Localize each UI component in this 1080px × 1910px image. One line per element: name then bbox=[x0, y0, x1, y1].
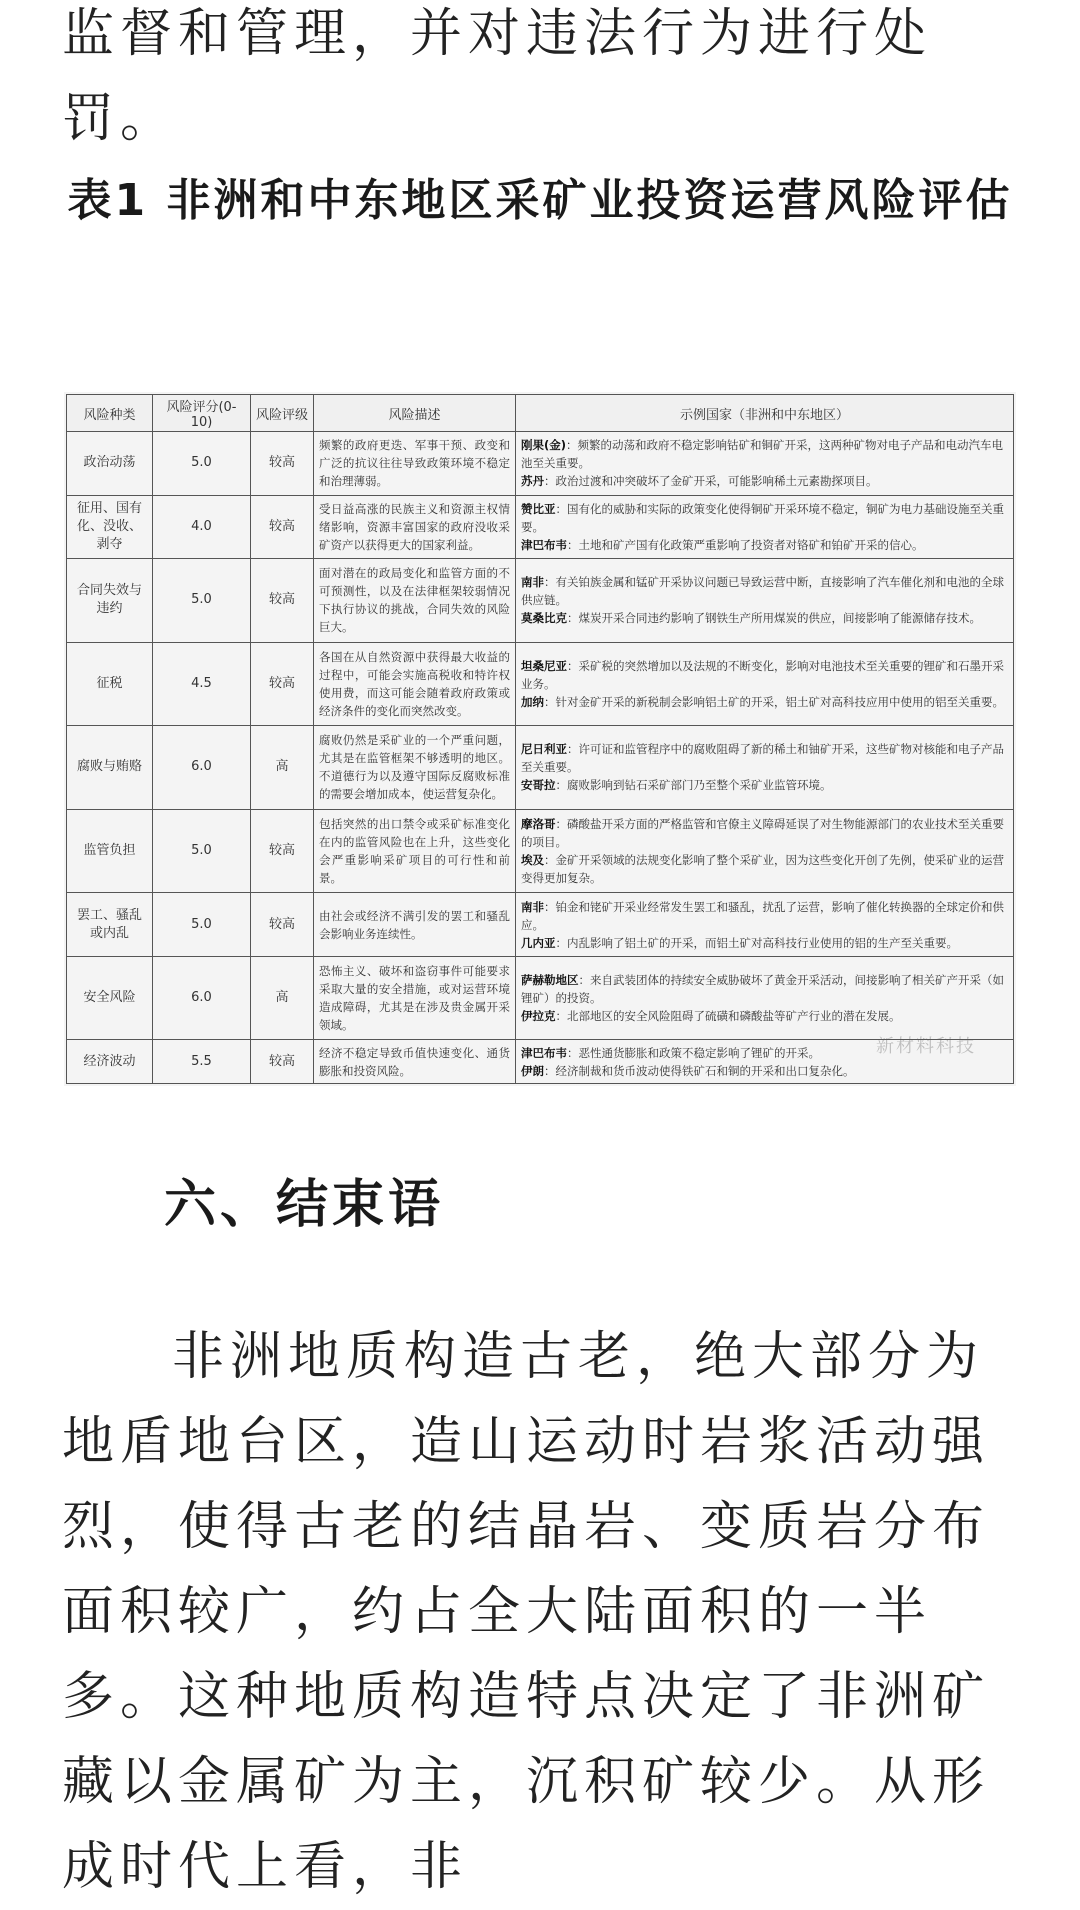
example-entry bbox=[521, 693, 1008, 711]
risk-description-cell: 面对潜在的政局变化和监管方面的不可预测性，以及在法律框架较弱情况下执行协议的挑战，合同失效的风险巨大。 bbox=[314, 559, 516, 643]
example-country-name: 尼日利亚 bbox=[521, 742, 567, 757]
example-entry bbox=[521, 740, 1008, 776]
example-countries-cell bbox=[516, 956, 1014, 1040]
example-country-name: 赞比亚 bbox=[521, 501, 556, 516]
example-entry bbox=[521, 898, 1008, 934]
example-text: ：有关铂族金属和锰矿开采协议问题已导致运营中断，直接影响了汽车催化剂和电池的全球供应链。 bbox=[521, 575, 1004, 608]
risk-rating-cell: 较高 bbox=[251, 642, 314, 726]
example-entry bbox=[521, 851, 1008, 887]
example-entry bbox=[521, 436, 1008, 472]
table-body bbox=[67, 432, 1014, 1084]
example-text: ：政治过渡和冲突破坏了金矿开采，可能影响稀土元素勘探项目。 bbox=[544, 474, 878, 489]
risk-description-cell: 腐败仍然是采矿业的一个严重问题，尤其是在监管框架不够透明的地区。不道德行为以及遵守国际反腐败标准的需要会增加成本，使运营复杂化。 bbox=[314, 726, 516, 810]
example-text: ：针对金矿开采的新税制会影响铝土矿的开采，铝土矿对高科技应用中使用的铝至关重要。 bbox=[544, 694, 1004, 709]
example-text: ：频繁的动荡和政府不稳定影响钴矿和铜矿开采，这两种矿物对电子产品和电动汽车电池至关重要。 bbox=[521, 438, 1004, 471]
example-countries-cell bbox=[516, 893, 1014, 957]
example-countries-cell bbox=[516, 495, 1014, 559]
example-country-name: 萨赫勒地区 bbox=[521, 973, 579, 988]
example-entry bbox=[521, 657, 1008, 693]
risk-rating-cell: 较高 bbox=[251, 893, 314, 957]
risk-rating-cell: 较高 bbox=[251, 809, 314, 893]
risk-type-cell: 安全风险 bbox=[67, 956, 153, 1040]
example-entry bbox=[521, 1044, 1008, 1062]
watermark: 新材料科技 bbox=[876, 1036, 976, 1057]
example-entry bbox=[521, 500, 1008, 536]
example-text: ：经济制裁和货币波动使得铁矿石和铜的开采和出口复杂化。 bbox=[544, 1063, 855, 1078]
risk-type-cell: 罢工、骚乱或内乱 bbox=[67, 893, 153, 957]
table-row bbox=[67, 495, 1014, 559]
header-risk-description: 风险描述 bbox=[314, 395, 516, 432]
section-heading: 六、结束语 bbox=[164, 1175, 445, 1235]
risk-rating-cell: 较高 bbox=[251, 432, 314, 496]
example-text: ：铂金和铑矿开采业经常发生罢工和骚乱，扰乱了运营，影响了催化转换器的全球定价和供应。 bbox=[521, 899, 1004, 932]
example-entry bbox=[521, 971, 1008, 1007]
example-entry bbox=[521, 472, 1008, 490]
risk-description-cell: 包括突然的出口禁令或采矿标准变化在内的监管风险也在上升，这些变化会严重影响采矿项目的可行性和前景。 bbox=[314, 809, 516, 893]
example-text: ：腐败影响到钻石采矿部门乃至整个采矿业监管环境。 bbox=[555, 778, 832, 793]
example-countries-cell bbox=[516, 432, 1014, 496]
table-row bbox=[67, 956, 1014, 1040]
risk-rating-cell: 高 bbox=[251, 956, 314, 1040]
header-risk-type: 风险种类 bbox=[67, 395, 153, 432]
header-risk-score: 风险评分(0-10) bbox=[153, 395, 251, 432]
risk-type-cell: 监管负担 bbox=[67, 809, 153, 893]
example-country-name: 莫桑比克 bbox=[521, 611, 567, 626]
example-entry bbox=[521, 609, 1008, 627]
example-entry bbox=[521, 815, 1008, 851]
risk-score-cell: 6.0 bbox=[153, 956, 251, 1040]
risk-description-cell: 经济不稳定导致币值快速变化、通货膨胀和投资风险。 bbox=[314, 1040, 516, 1084]
example-country-name: 坦桑尼亚 bbox=[521, 658, 567, 673]
example-text: ：土地和矿产国有化政策严重影响了投资者对铬矿和铂矿开采的信心。 bbox=[567, 537, 924, 552]
example-text: ：磷酸盐开采方面的严格监管和官僚主义障碍延误了对生物能源部门的农业技术至关重要的项目。 bbox=[521, 817, 1004, 850]
example-entry bbox=[521, 1007, 1008, 1025]
example-country-name: 伊朗 bbox=[521, 1063, 544, 1078]
risk-score-cell: 5.0 bbox=[153, 809, 251, 893]
risk-type-cell: 合同失效与违约 bbox=[67, 559, 153, 643]
example-countries-cell bbox=[516, 809, 1014, 893]
risk-type-cell: 经济波动 bbox=[67, 1040, 153, 1084]
example-country-name: 摩洛哥 bbox=[521, 817, 556, 832]
example-country-name: 埃及 bbox=[521, 853, 544, 868]
risk-score-cell: 5.0 bbox=[153, 559, 251, 643]
top-paragraph-line: 监督和管理，并对违法行为进行处罚。 bbox=[62, 4, 933, 149]
risk-type-cell: 征税 bbox=[67, 642, 153, 726]
risk-rating-cell: 高 bbox=[251, 726, 314, 810]
example-entry bbox=[521, 573, 1008, 609]
example-country-name: 津巴布韦 bbox=[521, 537, 567, 552]
example-countries-cell bbox=[516, 1040, 1014, 1084]
table-row bbox=[67, 559, 1014, 643]
table-row bbox=[67, 726, 1014, 810]
risk-rating-cell: 较高 bbox=[251, 495, 314, 559]
risk-score-cell: 4.5 bbox=[153, 642, 251, 726]
example-text: ：来自武装团体的持续安全威胁破坏了黄金开采活动，间接影响了相关矿产开采（如锂矿）的投资。 bbox=[521, 973, 1004, 1006]
example-text: ：北部地区的安全风险阻碍了硫磺和磷酸盐等矿产行业的潜在发展。 bbox=[555, 1009, 901, 1024]
header-example-countries: 示例国家（非洲和中东地区） bbox=[516, 395, 1014, 432]
example-text: ：国有化的威胁和实际的政策变化使得铜矿开采环境不稳定，铜矿为电力基础设施至关重要。 bbox=[521, 501, 1004, 534]
table-row bbox=[67, 1040, 1014, 1084]
risk-description-cell: 各国在从自然资源中获得最大收益的过程中，可能会实施高税收和特许权使用费，而这可能会随着政府政策或经济条件的变化而突然改变。 bbox=[314, 642, 516, 726]
table-row bbox=[67, 642, 1014, 726]
table-row bbox=[67, 809, 1014, 893]
example-country-name: 南非 bbox=[521, 899, 544, 914]
example-country-name: 津巴布韦 bbox=[521, 1045, 567, 1060]
risk-rating-cell: 较高 bbox=[251, 1040, 314, 1084]
risk-description-cell: 频繁的政府更迭、军事干预、政变和广泛的抗议往往导致政策环境不稳定和治理薄弱。 bbox=[314, 432, 516, 496]
example-country-name: 伊拉克 bbox=[521, 1009, 556, 1024]
risk-assessment-table bbox=[66, 394, 1014, 1084]
example-country-name: 安哥拉 bbox=[521, 778, 556, 793]
risk-type-cell: 腐败与贿赂 bbox=[67, 726, 153, 810]
table-header-row bbox=[67, 395, 1014, 432]
example-country-name: 几内亚 bbox=[521, 935, 556, 950]
header-risk-rating: 风险评级 bbox=[251, 395, 314, 432]
example-countries-cell bbox=[516, 726, 1014, 810]
example-entry bbox=[521, 776, 1008, 794]
risk-score-cell: 4.0 bbox=[153, 495, 251, 559]
example-text: ：采矿税的突然增加以及法规的不断变化，影响对电池技术至关重要的锂矿和石墨开采业务。 bbox=[521, 658, 1004, 691]
risk-score-cell: 5.5 bbox=[153, 1040, 251, 1084]
example-text: ：内乱影响了铝土矿的开采，而铝土矿对高科技行业使用的铝的生产至关重要。 bbox=[555, 935, 958, 950]
risk-description-cell: 由社会或经济不满引发的罢工和骚乱会影响业务连续性。 bbox=[314, 893, 516, 957]
risk-description-cell: 恐怖主义、破坏和盗窃事件可能要求采取大量的安全措施，或对运营环境造成障碍，尤其是在涉及贵金属开采领域。 bbox=[314, 956, 516, 1040]
risk-description-cell: 受日益高涨的民族主义和资源主权情绪影响，资源丰富国家的政府没收采矿资产以获得更大的国家利益。 bbox=[314, 495, 516, 559]
risk-type-cell: 政治动荡 bbox=[67, 432, 153, 496]
example-countries-cell bbox=[516, 642, 1014, 726]
example-country-name: 加纳 bbox=[521, 694, 544, 709]
table-title: 表1 非洲和中东地区采矿业投资运营风险评估 bbox=[67, 175, 1013, 226]
risk-rating-cell: 较高 bbox=[251, 559, 314, 643]
example-country-name: 南非 bbox=[521, 575, 544, 590]
table-row bbox=[67, 893, 1014, 957]
example-text: ：金矿开采领域的法规变化影响了整个采矿业，因为这些变化开创了先例，使采矿业的运营变得更加复杂。 bbox=[521, 853, 1004, 886]
example-text: ：煤炭开采合同违约影响了钢铁生产所用煤炭的供应，间接影响了能源储存技术。 bbox=[567, 611, 981, 626]
example-text: ：许可证和监管程序中的腐败阻碍了新的稀土和铀矿开采，这些矿物对核能和电子产品至关重要。 bbox=[521, 742, 1004, 775]
risk-score-cell: 5.0 bbox=[153, 893, 251, 957]
example-entry bbox=[521, 934, 1008, 952]
risk-type-cell: 征用、国有化、没收、剥夺 bbox=[67, 495, 153, 559]
example-entry bbox=[521, 1062, 1008, 1080]
risk-score-cell: 5.0 bbox=[153, 432, 251, 496]
body-paragraph: 非洲地质构造古老，绝大部分为地盾地台区，造山运动时岩浆活动强烈，使得古老的结晶岩、变质岩分布面积较广，约占全大陆面积的一半多。这种地质构造特点决定了非洲矿藏以金属矿为主，沉积矿较少。从形成时代上看，非 bbox=[62, 1327, 991, 1897]
risk-table-figure bbox=[64, 392, 1016, 1086]
table-row bbox=[67, 432, 1014, 496]
risk-score-cell: 6.0 bbox=[153, 726, 251, 810]
example-entry bbox=[521, 536, 1008, 554]
example-country-name: 苏丹 bbox=[521, 474, 544, 489]
example-text: ：恶性通货膨胀和政策不稳定影响了锂矿的开采。 bbox=[567, 1045, 820, 1060]
example-countries-cell bbox=[516, 559, 1014, 643]
example-country-name: 刚果(金) bbox=[521, 438, 567, 453]
